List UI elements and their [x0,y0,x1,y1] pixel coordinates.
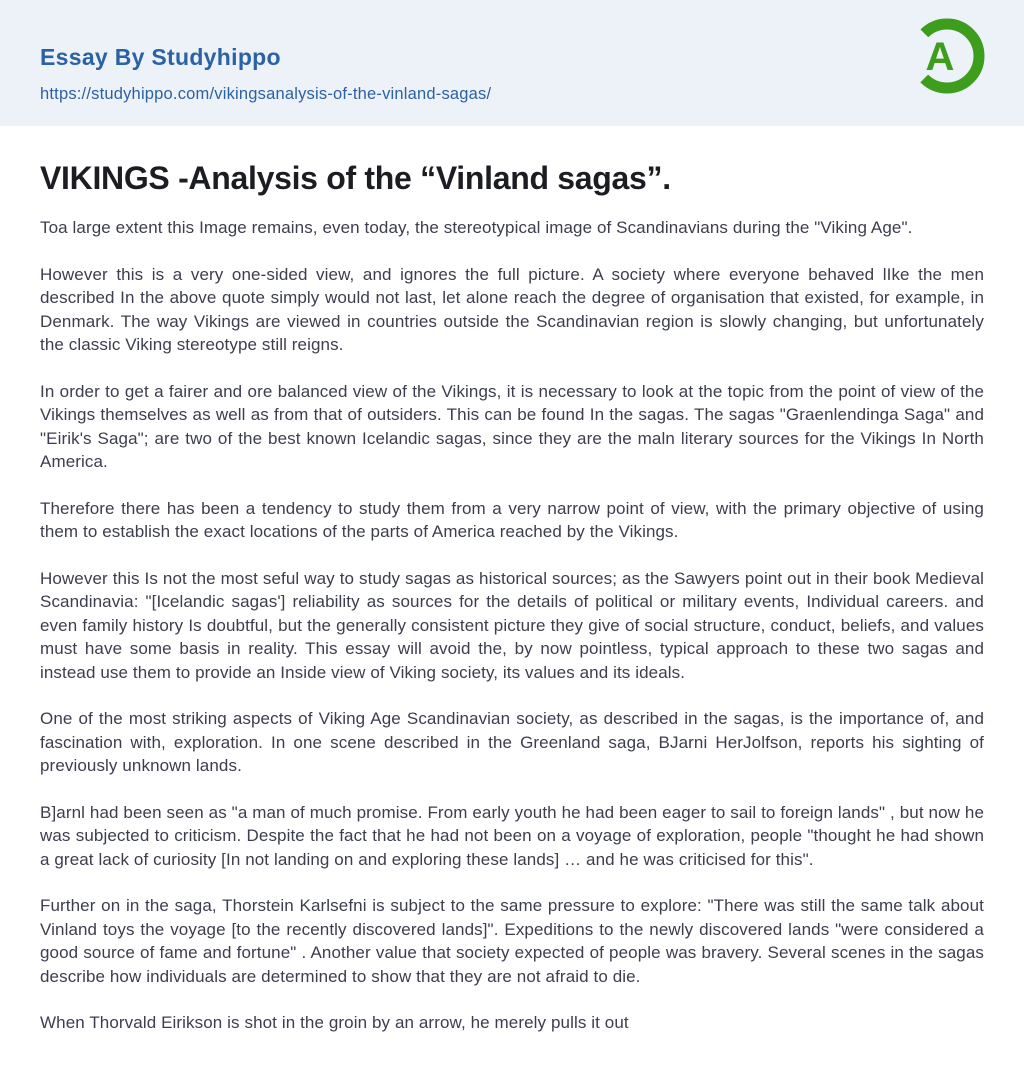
site-title: Essay By Studyhippo [40,44,281,70]
article-paragraph: Therefore there has been a tendency to study them from a very narrow point of view, with the primary objective of using them to establish the exact locations of the parts of America reached by the Vikings. [40,498,984,541]
article-paragraph: B]arnl had been seen as "a man of much promise. From early youth he had been eager to sail to foreign lands" , but now he was subjected to criticism. Despite the fact that he had not been on a voyage of exploration, people "thought he had shown a great lack of curiosity [In not landing on and exploring these lands] … and he was criticised for this". [40,802,984,869]
article-paragraph: Further on in the saga, Thorstein Karlsefni is subject to the same pressure to explore: "There was still the same talk about Vinland toys the voyage [to the recently discovered lands]". Expeditions to the newly discovered lands "were considered a good source of fame and fortune" . Another value that society expected of people was bravery. Several scenes in the sagas describe how individuals are determined to show that they are not afraid to die. [40,896,984,986]
logo-letter: A [925,35,955,79]
source-url-link[interactable]: https://studyhippo.com/vikingsanalysis-of-the-vinland-sagas/ [40,85,492,103]
article-paragraph: Toa large extent this Image remains, even today, the stereotypical image of Scandinavians during the "Viking Age". [40,218,913,237]
studyhippo-logo-icon [908,17,986,95]
article-title: VIKINGS -Analysis of the “Vinland sagas”. [40,160,671,196]
article-paragraph: However this is a very one-sided view, and ignores the full picture. A society where everyone behaved lIke the men described In the above quote simply would not last, let alone reach the degree of organisation that existed, for example, in Denmark. The way Vikings are viewed in countries outside the Scandinavian region is slowly changing, but unfortunately the classic Viking stereotype still reigns. [40,264,984,354]
article-paragraph: When Thorvald Eirikson is shot in the groin by an arrow, he merely pulls it out [40,1013,629,1032]
article-paragraph: One of the most striking aspects of Viking Age Scandinavian society, as described in the sagas, is the importance of, and fascination with, exploration. In one scene described in the Greenland saga, BJarni HerJolfson, reports his sighting of previously unknown lands. [40,709,984,775]
page-header [0,0,1024,126]
article-paragraph: However this Is not the most seful way to study sagas as historical sources; as the Sawyers point out in their book Medieval Scandinavia: "[Icelandic sagas'] reliability as sources for the details of political or military events, Individual careers. and even family history Is doubtful, but the generally consistent picture they give of social structure, conduct, beliefs, and values must have some basis in reality. This essay will avoid the, by now pointless, typical approach to these two sagas and instead use them to provide an Inside view of Viking society, its values and its ideals. [40,568,984,682]
article-content [0,160,1024,1035]
article-paragraph: In order to get a fairer and ore balanced view of the Vikings, it is necessary to look at the topic from the point of view of the Vikings themselves as well as from that of outsiders. This can be found In the sagas. The sagas "Graenlendinga Saga" and "Eirik's Saga"; are two of the best known Icelandic sagas, since they are the maln literary sources for the Vikings In North America. [40,381,984,471]
